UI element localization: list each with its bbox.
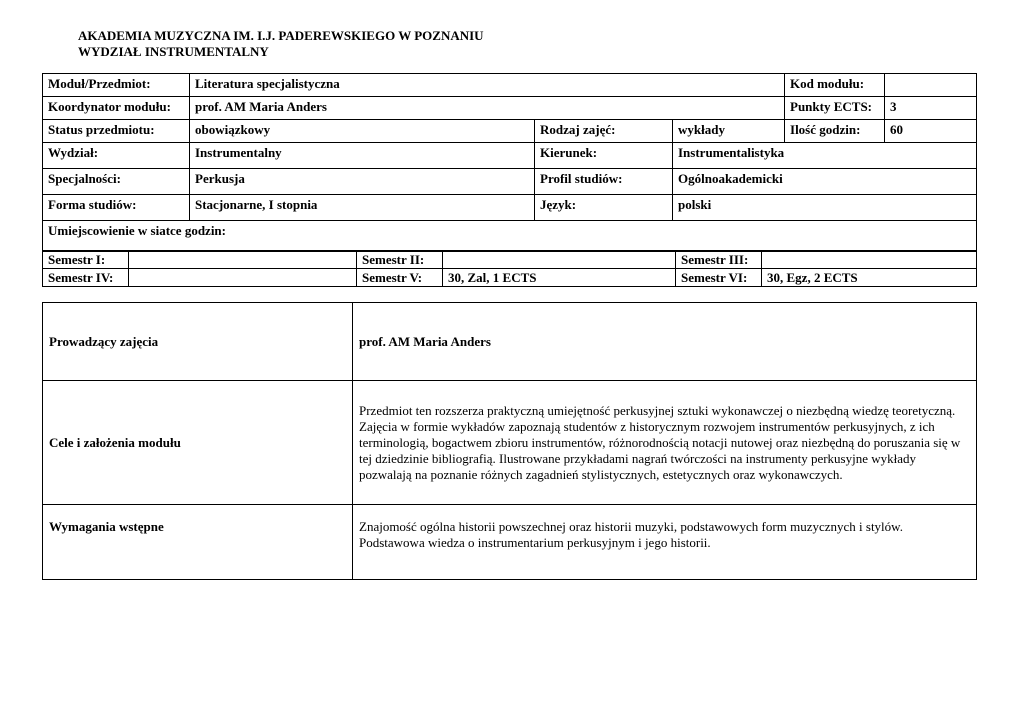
status-label: Status przedmiotu:: [43, 120, 190, 143]
koordynator-label: Koordynator modułu:: [43, 97, 190, 120]
prowadzacy-value: prof. AM Maria Anders: [353, 303, 977, 381]
profil-label: Profil studiów:: [535, 169, 673, 195]
umiejscowienie-label: Umiejscowienie w siatce godzin:: [43, 221, 977, 252]
semestr-1-label: Semestr I:: [43, 251, 129, 269]
rodzaj-value: wykłady: [673, 120, 785, 143]
semestr-5-label: Semestr V:: [357, 269, 443, 287]
semester-table: [42, 250, 977, 287]
specjalnosci-label: Specjalności:: [43, 169, 190, 195]
cele-value: Przedmiot ten rozszerza praktyczną umiejętność perkusyjnej sztuki wykonawczej o niezbędną wiedzę teoretyczną. Zajęcia w formie wykładów zapoznają studentów z historycznym rozwojem instrumentów perkusyjnych, z ich terminologią, bogactwem zbioru instrumentów, różnorodnością notacji nutowej oraz niezbędną do poruszania się w tej dziedzinie bibliografią. Ilustrowane przykładami nagrań twórczości na instrumenty perkusyjne wykłady pozwalają na poznanie różnych zagadnień stylistycznych, estetycznych oraz wykonawczych.: [353, 381, 977, 505]
godzin-value: 60: [885, 120, 977, 143]
profil-value: Ogólnoakademicki: [673, 169, 977, 195]
forma-label: Forma studiów:: [43, 195, 190, 221]
prowadzacy-label: Prowadzący zajęcia: [43, 303, 353, 381]
document-header: [78, 28, 484, 60]
kod-label: Kod modułu:: [785, 74, 885, 97]
module-details-table: [42, 302, 977, 580]
kierunek-value: Instrumentalistyka: [673, 143, 977, 169]
module-info-table: [42, 73, 977, 252]
semestr-5-value: 30, Zal, 1 ECTS: [443, 269, 676, 287]
semestr-2-label: Semestr II:: [357, 251, 443, 269]
jezyk-value: polski: [673, 195, 977, 221]
wymagania-value: Znajomość ogólna historii powszechnej oraz historii muzyki, podstawowych form muzycznych i stylów. Podstawowa wiedza o instrumentarium perkusyjnym i jego historii.: [353, 505, 977, 580]
modul-label: Moduł/Przedmiot:: [43, 74, 190, 97]
specjalnosci-value: Perkusja: [190, 169, 535, 195]
semestr-1-value: [129, 251, 357, 269]
wydzial-value: Instrumentalny: [190, 143, 535, 169]
cele-label: Cele i założenia modułu: [43, 381, 353, 505]
kierunek-label: Kierunek:: [535, 143, 673, 169]
modul-value: Literatura specjalistyczna: [190, 74, 785, 97]
wydzial-label: Wydział:: [43, 143, 190, 169]
semestr-6-label: Semestr VI:: [676, 269, 762, 287]
ects-label: Punkty ECTS:: [785, 97, 885, 120]
status-value: obowiązkowy: [190, 120, 535, 143]
ects-value: 3: [885, 97, 977, 120]
jezyk-label: Język:: [535, 195, 673, 221]
wymagania-label: Wymagania wstępne: [43, 505, 353, 580]
faculty-name: WYDZIAŁ INSTRUMENTALNY: [78, 44, 269, 59]
rodzaj-label: Rodzaj zajęć:: [535, 120, 673, 143]
koordynator-value: prof. AM Maria Anders: [190, 97, 785, 120]
semestr-2-value: [443, 251, 676, 269]
semestr-3-value: [762, 251, 977, 269]
semestr-4-label: Semestr IV:: [43, 269, 129, 287]
academy-name: AKADEMIA MUZYCZNA IM. I.J. PADEREWSKIEGO W POZNANIU: [78, 28, 484, 43]
godzin-label: Ilość godzin:: [785, 120, 885, 143]
semestr-6-value: 30, Egz, 2 ECTS: [762, 269, 977, 287]
semestr-3-label: Semestr III:: [676, 251, 762, 269]
semestr-4-value: [129, 269, 357, 287]
kod-value: [885, 74, 977, 97]
forma-value: Stacjonarne, I stopnia: [190, 195, 535, 221]
